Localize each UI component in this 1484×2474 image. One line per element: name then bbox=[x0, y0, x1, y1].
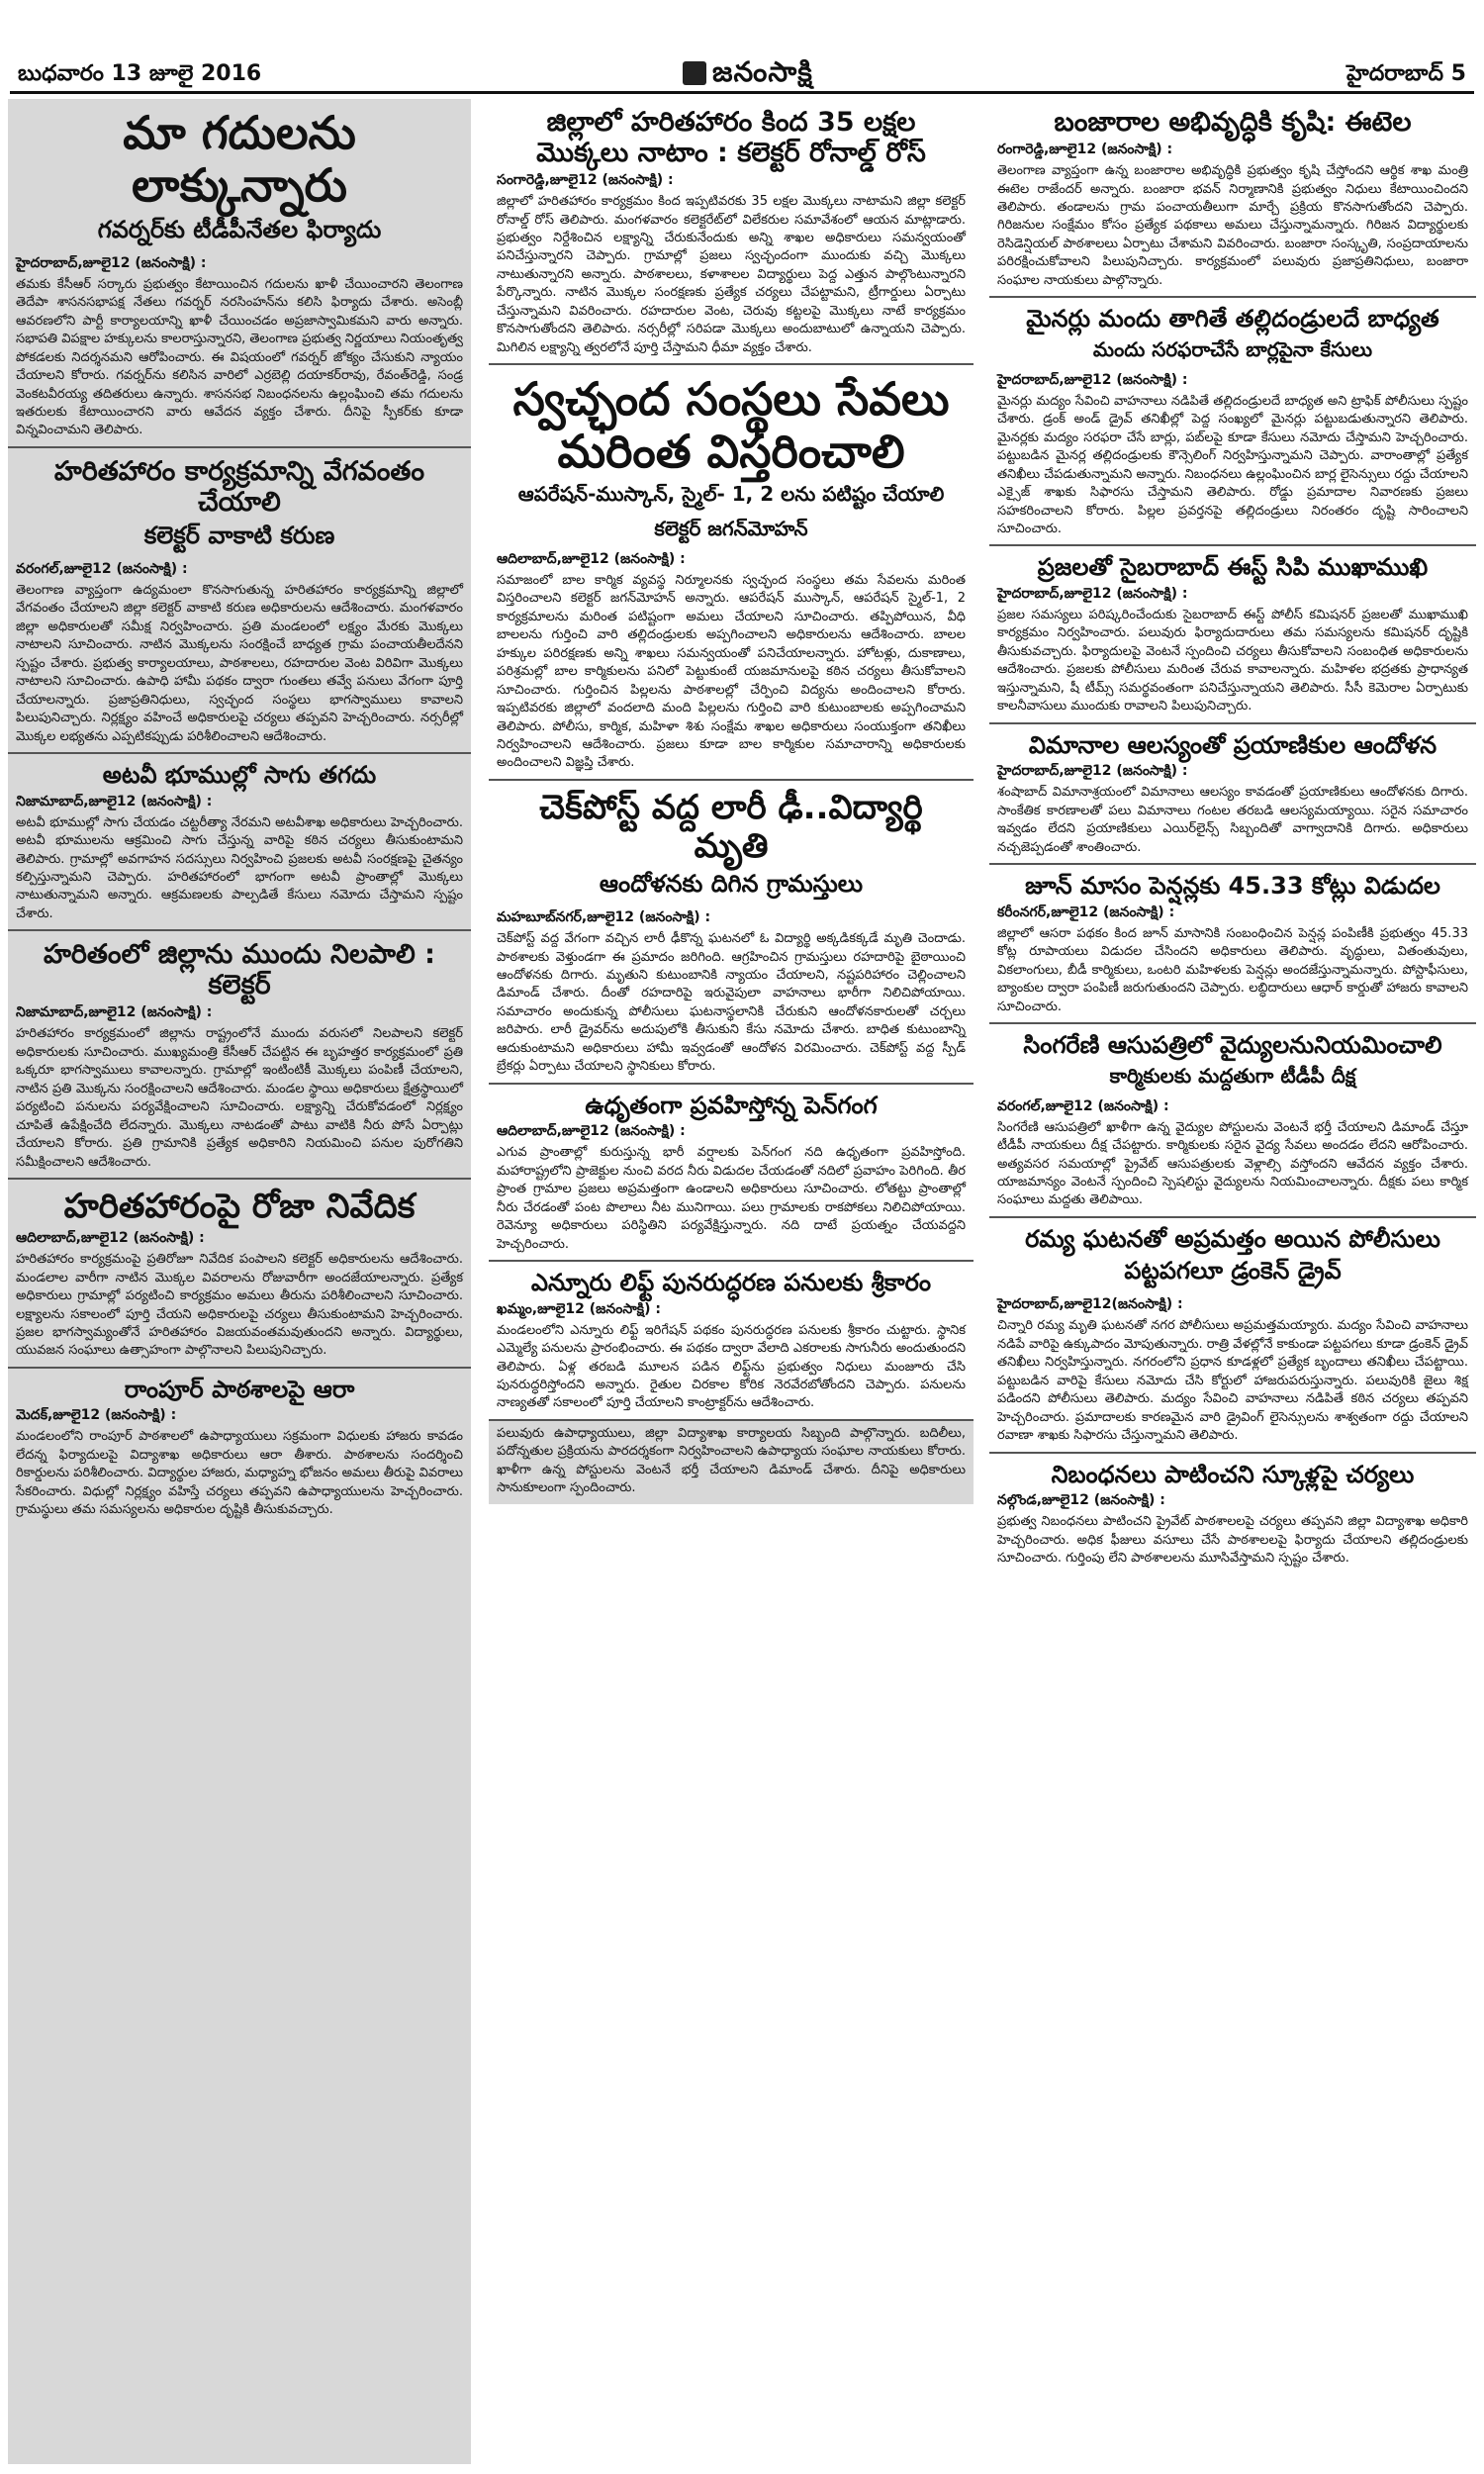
subheadline: ఆపరేషన్-ముస్కాన్, స్మైల్- 1, 2 లను పటిష్టం చేయాలి bbox=[517, 481, 945, 506]
headline: స్వచ్ఛంద సంస్థలు సేవలు మరింత విస్తరించాలి bbox=[512, 372, 950, 479]
story-gadulu bbox=[8, 99, 471, 448]
headline: ఎన్నూరు లిఫ్ట్ పునరుద్ధరణ పనులకు శ్రీకారం bbox=[530, 1269, 932, 1297]
story-checkpost-lorry bbox=[489, 781, 974, 1085]
headline: నిబంధనలు పాటించని స్కూళ్లపై చర్యలు bbox=[1051, 1460, 1415, 1488]
page-location: హైదరాబాద్ 5 bbox=[1346, 61, 1466, 86]
story-body: అటవీ భూముల్లో సాగు చేయడం చట్టరీత్యా నేరమని అటవీశాఖ అధికారులు హెచ్చరించారు. అటవీ భూములను ఆక్రమించి సాగు చేస్తున్న వారిపై కఠిన చర్యలు తీసుకుంటామని తెలిపారు. గ్రామాల్లో అవగాహన సదస్సులు నిర్వహించి ప్రజలకు అటవీ సంరక్షణపై చైతన్యం కల్పిస్తున్నామని చెప్పారు. హరితహారంలో భాగంగా అటవీ ప్రాంతాల్లో మొక్కలు నాటుతున్నామని అన్నారు. ఆక్రమణలకు పాల్పడితే కేసులు నమోదు చేస్తామని స్పష్టం చేశారు. bbox=[16, 814, 463, 921]
column-left bbox=[8, 99, 471, 2464]
story-ramya bbox=[989, 1218, 1476, 1454]
story-body: తమకు కేసీఆర్ సర్కారు ప్రభుత్వం కేటాయించిన గదులను ఖాళీ చేయించారని తెలంగాణ తెదేపా శాసనసభాపక్ష నేతలు గవర్నర్ నరసింహన్‌ను కలిసి ఫిర్యాదు చేశారు. అసెంబ్లీ ఆవరణలోని పార్టీ కార్యాలయాన్ని ఖాళీ చేయించడం అప్రజాస్వామికమని వారు అన్నారు. సభాపతి విపక్షాల హక్కులను కాలరాస్తున్నారని, తెలంగాణ ప్రభుత్వ నిర్ణయాలు నియంతృత్వ పోకడలకు నిదర్శనమని ఆరోపించారు. ఈ విషయంలో గవర్నర్ జోక్యం చేసుకుని న్యాయం చేయాలని కోరారు. గవర్నర్‌ను కలిసిన వారిలో ఎర్రబెల్లి దయాకర్‌రావు, రేవంత్‌రెడ్డి, సండ్ర వెంకటవీరయ్య తదితరులు ఉన్నారు. శాసనసభ నిబంధనలను ఉల్లంఘించి తమ గదులను ఇతరులకు కేటాయించారని వారు ఆవేదన వ్యక్తం చేశారు. దీనిపై స్పీకర్‌కు కూడా విన్నవించామని తెలిపారు. bbox=[16, 276, 463, 438]
story-body: మండలంలోని ఎన్నూరు లిఫ్ట్ ఇరిగేషన్ పథకం పునరుద్ధరణ పనులకు శ్రీకారం చుట్టారు. స్థానిక ఎమ్మెల్యే పనులను ప్రారంభించారు. ఈ పథకం ద్వారా వేలాది ఎకరాలకు సాగునీరు అందుతుందని తెలిపారు. ఏళ్ల తరబడి మూలన పడిన లిఫ్ట్‌ను ప్రభుత్వం నిధులు మంజూరు చేసి పునరుద్ధరిస్తోందని అన్నారు. రైతుల చిరకాల కోరిక నెరవేరబోతోందని చెప్పారు. పనులను నాణ్యతతో సకాలంలో పూర్తి చేయాలని కాంట్రాక్టర్‌ను ఆదేశించారు. bbox=[497, 1322, 966, 1411]
story-35-lakh-mokkalu bbox=[489, 99, 974, 365]
dateline: నల్గొండ,జూలై12 (జనంసాక్షి) : bbox=[997, 1492, 1165, 1509]
dateline: ఆదిలాబాద్,జూలై12 (జనంసాక్షి) : bbox=[497, 550, 686, 567]
story-body: మండలంలోని రాంపూర్ పాఠశాలలో ఉపాధ్యాయులు సక్రమంగా విధులకు హాజరు కావడం లేదన్న ఫిర్యాదులపై విద్యాశాఖ అధికారులు ఆరా తీశారు. పాఠశాలను సందర్శించి రికార్డులను పరిశీలించారు. విద్యార్థుల హాజరు, మధ్యాహ్న భోజనం అమలు తీరుపై వివరాలు సేకరించారు. విధుల్లో నిర్లక్ష్యం వహిస్తే చర్యలు తప్పవని ఉపాధ్యాయులను హెచ్చరించారు. గ్రామస్థులు తమ సమస్యలను అధికారుల దృష్టికి తీసుకువచ్చారు. bbox=[16, 1429, 463, 1518]
story-atavi-bhumulu bbox=[8, 754, 471, 931]
subheadline: ఆందోళనకు దిగిన గ్రామస్తులు bbox=[599, 870, 864, 899]
subheadline: గవర్నర్‌కు టీడీపీనేతల ఫిర్యాదు bbox=[97, 215, 382, 243]
story-body: చెక్‌పోస్ట్ వద్ద వేగంగా వచ్చిన లారీ ఢీకొన్న ఘటనలో ఓ విద్యార్థి అక్కడికక్కడే మృతి చెందాడు. పాఠశాలకు వెళ్తుండగా ఈ ప్రమాదం జరిగింది. ఆగ్రహించిన గ్రామస్తులు రహదారిపై బైఠాయించి ఆందోళనకు దిగారు. మృతుని కుటుంబానికి న్యాయం చేయాలని, నష్టపరిహారం చెల్లించాలని డిమాండ్ చేశారు. దీంతో రహదారిపై ఇరువైపులా వాహనాలు భారీగా నిలిచిపోయాయి. సమాచారం అందుకున్న పోలీసులు ఘటనాస్థలానికి చేరుకుని ఆందోళనకారులతో చర్చలు జరిపారు. లారీ డ్రైవర్‌ను అదుపులోకి తీసుకుని కేసు నమోదు చేశారు. బాధిత కుటుంబాన్ని ఆదుకుంటామని అధికారులు హామీ ఇవ్వడంతో ఆందోళన విరమించారు. చెక్‌పోస్ట్ వద్ద స్పీడ్ బ్రేకర్లు ఏర్పాటు చేయాలని స్థానికులు కోరారు. bbox=[497, 931, 966, 1075]
story-body: ప్రజల సమస్యలు పరిష్కరించేందుకు సైబరాబాద్ ఈస్ట్ పోలీస్ కమిషనర్ ప్రజలతో ముఖాముఖి కార్యక్రమం నిర్వహించారు. పలువురు ఫిర్యాదుదారులు తమ సమస్యలను కమిషనర్ దృష్టికి తీసుకువచ్చారు. ఫిర్యాదులపై వెంటనే స్పందించి చర్యలు తీసుకోవాలని సంబంధిత అధికారులను ఆదేశించారు. ప్రజలకు పోలీసులు మరింత చేరువ కావాలన్నారు. మహిళల భద్రతకు ప్రాధాన్యత ఇస్తున్నామని, షీ టీమ్స్ సమర్థవంతంగా పనిచేస్తున్నాయని తెలిపారు. సీసీ కెమెరాల ఏర్పాటుకు కాలనీవాసులు ముందుకు రావాలని పిలుపునిచ్చారు. bbox=[997, 608, 1468, 714]
dateline: హైదరాబాద్,జూలై12 (జనంసాక్షి) : bbox=[16, 254, 207, 271]
headline: రాంపూర్ పాఠశాలపై ఆరా bbox=[124, 1375, 355, 1403]
headline: హరితహారం కార్యక్రమాన్ని వేగవంతం చేయాలి bbox=[53, 455, 425, 518]
subheadline: కార్మికులకు మద్దతుగా టీడీపీ దీక్ష bbox=[1109, 1063, 1356, 1088]
headline: ఉధృతంగా ప్రవహిస్తోన్న పెన్‌గంగ bbox=[585, 1091, 878, 1119]
headline: హరితహారంపై రోజా నివేదిక bbox=[63, 1187, 416, 1227]
dateline: వరంగల్,జూలై12 (జనంసాక్షి) : bbox=[16, 560, 188, 577]
subheadline: కలెక్టర్ వాకాటి కరుణ bbox=[143, 521, 335, 549]
story-singareni bbox=[989, 1024, 1476, 1218]
logo-icon bbox=[683, 61, 706, 85]
dateline: సంగారెడ్డి,జూలై12 (జనంసాక్షి) : bbox=[497, 172, 674, 189]
story-pengang bbox=[489, 1085, 974, 1262]
column-right bbox=[989, 99, 1476, 2464]
issue-date: బుధవారం 13 జూలై 2016 bbox=[18, 61, 262, 86]
column-middle bbox=[489, 99, 974, 2464]
dateline: ఆదిలాబాద్,జూలై12 (జనంసాక్షి) : bbox=[16, 1230, 205, 1247]
paper-name: జనంసాక్షి bbox=[712, 55, 813, 88]
masthead-rule bbox=[10, 91, 1474, 94]
story-pensions bbox=[989, 865, 1476, 1024]
story-roja-nivedika bbox=[8, 1180, 471, 1369]
paper-logo bbox=[683, 55, 813, 95]
dateline: రంగారెడ్డి,జూలై12 (జనంసాక్షి) : bbox=[997, 142, 1173, 158]
masthead bbox=[0, 0, 1484, 91]
story-schools-rules bbox=[989, 1454, 1476, 1574]
headline: జిల్లాలో హరితహారం కింద 35 లక్షల మొక్కలు నాటాం : కలెక్టర్ రోనాల్డ్ రోస్ bbox=[536, 107, 926, 169]
dateline: ఖమ్మం,జూలై12 (జనంసాక్షి) : bbox=[497, 1300, 661, 1317]
dateline: మెదక్,జూలై12 (జనంసాక్షి) : bbox=[16, 1407, 177, 1424]
story-body: శంషాబాద్ విమానాశ్రయంలో విమానాలు ఆలస్యం కావడంతో ప్రయాణికులు ఆందోళనకు దిగారు. సాంకేతిక కారణాలతో పలు విమానాలు గంటల తరబడి ఆలస్యమయ్యాయి. సరైన సమాచారం ఇవ్వడం లేదని ప్రయాణికులు ఎయిర్‌లైన్స్ సిబ్బందితో వాగ్వాదానికి దిగారు. అధికారులు నచ్చజెప్పడంతో శాంతించారు. bbox=[997, 785, 1468, 855]
headline: జూన్ మాసం పెన్షన్లకు 45.33 కోట్లు విడుదల bbox=[1025, 872, 1440, 901]
subheadline: మందు సరఫరాచేసే బార్లపైనా కేసులు bbox=[1092, 336, 1373, 361]
dateline: ఆదిలాబాద్,జూలై12 (జనంసాక్షి) : bbox=[497, 1123, 686, 1140]
dateline: హైదరాబాద్,జూలై12(జనంసాక్షి) : bbox=[997, 1296, 1183, 1313]
story-banjara bbox=[989, 99, 1476, 298]
headline: విమానాల ఆలస్యంతో ప్రయాణికుల ఆందోళన bbox=[1028, 730, 1438, 759]
story-flights-delay bbox=[989, 724, 1476, 865]
headline: అటవీ భూముల్లో సాగు తగదు bbox=[102, 761, 377, 790]
headline: మా గదులను లాక్కున్నారు bbox=[123, 106, 356, 212]
headline: రమ్య ఘటనతో అప్రమత్తం అయిన పోలీసులు bbox=[1025, 1224, 1440, 1253]
story-body: ప్రభుత్వ నిబంధనలు పాటించని ప్రైవేట్ పాఠశాలలపై చర్యలు తప్పవని జిల్లా విద్యాశాఖ అధికారి హెచ్చరించారు. అధిక ఫీజులు వసూలు చేసే పాఠశాలలపై ఫిర్యాదు చేయాలని తల్లిదండ్రులకు సూచించారు. గుర్తింపు లేని పాఠశాలలను మూసివేస్తామని స్పష్టం చేశారు. bbox=[997, 1514, 1468, 1567]
story-body: ఎగువ ప్రాంతాల్లో కురుస్తున్న భారీ వర్షాలకు పెన్‌గంగ నది ఉధృతంగా ప్రవహిస్తోంది. మహారాష్ట్రలోని ప్రాజెక్టుల నుంచి వరద నీరు విడుదల చేయడంతో నదిలో ప్రవాహం పెరిగింది. తీర ప్రాంత గ్రామాల ప్రజలు అప్రమత్తంగా ఉండాలని అధికారులు సూచించారు. లోతట్టు ప్రాంతాల్లో నీరు చేరడంతో పంట పొలాలు నీట మునిగాయి. పలు గ్రామాలకు రాకపోకలు నిలిచిపోయాయి. రెవెన్యూ అధికారులు పరిస్థితిని పర్యవేక్షిస్తున్నారు. నది దాటే ప్రయత్నం చేయవద్దని హెచ్చరించారు. bbox=[497, 1145, 966, 1252]
story-rampur-school bbox=[8, 1369, 471, 1526]
story-continuation bbox=[489, 1421, 974, 1504]
story-body: జిల్లాలో ఆసరా పథకం కింద జూన్ మాసానికి సంబంధించిన పెన్షన్ల పంపిణీకి ప్రభుత్వం 45.33 కోట్ల రూపాయలు విడుదల చేసిందని అధికారులు తెలిపారు. వృద్ధులు, వితంతువులు, వికలాంగులు, బీడీ కార్మికులు, ఒంటరి మహిళలకు పెన్షన్లు అందజేస్తున్నామన్నారు. పోస్టాఫీసులు, బ్యాంకుల ద్వారా పంపిణీ జరుగుతుందని చెప్పారు. లబ్ధిదారులు ఆధార్ కార్డుతో హాజరు కావాలని సూచించారు. bbox=[997, 925, 1468, 1014]
story-body: జిల్లాలో హరితహారం కార్యక్రమం కింద ఇప్పటివరకు 35 లక్షల మొక్కలు నాటామని జిల్లా కలెక్టర్ రోనాల్డ్ రోస్ తెలిపారు. మంగళవారం కలెక్టరేట్‌లో విలేకరుల సమావేశంలో ఆయన మాట్లాడారు. ప్రభుత్వం నిర్దేశించిన లక్ష్యాన్ని చేరుకునేందుకు అన్ని శాఖల అధికారులు సమన్వయంతో పనిచేస్తున్నారని చెప్పారు. గ్రామాల్లో ప్రజలు స్వచ్ఛందంగా ముందుకు వచ్చి మొక్కలు నాటుతున్నారని అన్నారు. పాఠశాలలు, కళాశాలల విద్యార్థులు పెద్ద ఎత్తున పాల్గొంటున్నారని పేర్కొన్నారు. నాటిన మొక్కల సంరక్షణకు ప్రత్యేక చర్యలు చేపట్టామని, ట్రీగార్డులు ఏర్పాటు చేస్తున్నామని వివరించారు. రహదారుల వెంట, చెరువు కట్టలపై మొక్కలు నాటే కార్యక్రమం కొనసాగుతోందని తెలిపారు. నర్సరీల్లో సరిపడా మొక్కలు అందుబాటులో ఉన్నాయని చెప్పారు. మిగిలిన లక్ష్యాన్ని త్వరలోనే పూర్తి చేస్తామని ధీమా వ్యక్తం చేశారు. bbox=[497, 194, 966, 355]
headline: హరితంలో జిల్లాను ముందు నిలపాలి : కలెక్టర్ bbox=[44, 939, 435, 1001]
story-ennuru-lift bbox=[489, 1262, 974, 1421]
story-body: సమాజంలో బాల కార్మిక వ్యవస్థ నిర్మూలనకు స్వచ్ఛంద సంస్థలు తమ సేవలను మరింత విస్తరించాలని కలెక్టర్ జగన్‌మోహన్ అన్నారు. ఆపరేషన్ ముస్కాన్, ఆపరేషన్ స్మైల్-1, 2 కార్యక్రమాలను మరింత పటిష్టంగా అమలు చేయాలని సూచించారు. తప్పిపోయిన, వీధి బాలలను గుర్తించి వారి తల్లిదండ్రులకు అప్పగించాలని అధికారులను ఆదేశించారు. బాలల హక్కుల పరిరక్షణకు అన్ని శాఖలు సమన్వయంతో పనిచేయాలన్నారు. హోటళ్లు, దుకాణాలు, పరిశ్రమల్లో బాల కార్మికులను పనిలో పెట్టుకుంటే యజమానులపై కఠిన చర్యలు తీసుకోవాలని సూచించారు. గుర్తించిన పిల్లలను పాఠశాలల్లో చేర్పించి విద్యను అందించాలని కోరారు. ఇప్పటివరకు జిల్లాలో వందలాది మంది పిల్లలను గుర్తించి వారి కుటుంబాలకు అప్పగించామని తెలిపారు. పోలీసు, కార్మిక, మహిళా శిశు సంక్షేమ శాఖల అధికారులు సంయుక్తంగా తనిఖీలు నిర్వహించాలని ఆదేశించారు. ప్రజలు కూడా బాల కార్మికుల సమాచారాన్ని అధికారులకు అందించాలని విజ్ఞప్తి చేశారు. bbox=[497, 572, 966, 771]
headline: సింగరేణి ఆసుపత్రిలో వైద్యులనునియమించాలి bbox=[1023, 1031, 1442, 1060]
headline: బంజారాల అభివృద్ధికి కృషి: ఈటెల bbox=[1054, 107, 1412, 138]
dateline: మహబూబ్‌నగర్,జూలై12 (జనంసాక్షి) : bbox=[497, 909, 711, 926]
headline: ప్రజలతో సైబరాబాద్ ఈస్ట్ సిపి ముఖాముఖి bbox=[1037, 553, 1429, 582]
headline: చెక్‌పోస్ట్ వద్ద లారీ ఢీ..విద్యార్థి మృతి bbox=[539, 787, 923, 867]
subheadline-byline: కలెక్టర్ జగన్‌మోహన్ bbox=[654, 516, 808, 540]
story-body: తెలంగాణ వ్యాప్తంగా ఉన్న బంజారాల అభివృద్ధికి ప్రభుత్వం కృషి చేస్తోందని ఆర్థిక శాఖ మంత్రి ఈటెల రాజేందర్ అన్నారు. బంజారా భవన్ నిర్మాణానికి ప్రభుత్వం నిధులు కేటాయించిందని తెలిపారు. తండాలను గ్రామ పంచాయతీలుగా మార్చే ప్రక్రియ కొనసాగుతోందని చెప్పారు. గిరిజనుల సంక్షేమం కోసం ప్రత్యేక పథకాలు అమలు చేస్తున్నామన్నారు. గిరిజన విద్యార్థులకు రెసిడెన్షియల్ పాఠశాలలు ఏర్పాటు చేశామని వివరించారు. బంజారా సంస్కృతి, సంప్రదాయాలను పరిరక్షించుకోవాలని పిలుపునిచ్చారు. కార్యక్రమంలో పలువురు ప్రజాప్రతినిధులు, బంజారా సంఘాల నాయకులు పాల్గొన్నారు. bbox=[997, 163, 1468, 288]
story-swachchanda-samsthalu bbox=[489, 365, 974, 781]
story-haritaharam-vegavantham bbox=[8, 448, 471, 754]
headline: మైనర్లు మందు తాగితే తల్లిదండ్రులదే బాధ్యత bbox=[1026, 305, 1439, 333]
subheadline: పట్టపగలూ డ్రంకెన్ డ్రైవ్ bbox=[1124, 1257, 1342, 1285]
dateline: హైదరాబాద్,జూలై12 (జనంసాక్షి) : bbox=[997, 586, 1188, 603]
story-body: పలువురు ఉపాధ్యాయులు, జిల్లా విద్యాశాఖ కార్యాలయ సిబ్బంది పాల్గొన్నారు. బదిలీలు, పదోన్నతుల ప్రక్రియను పారదర్శకంగా నిర్వహించాలని ఉపాధ్యాయ సంఘాల నాయకులు కోరారు. ఖాళీగా ఉన్న పోస్టులను వెంటనే భర్తీ చేయాలని డిమాండ్ చేశారు. దీనిపై అధికారులు సానుకూలంగా స్పందించారు. bbox=[497, 1425, 966, 1496]
dateline: హైదరాబాద్,జూలై12 (జనంసాక్షి) : bbox=[997, 371, 1188, 388]
story-haritamlo-jilla bbox=[8, 931, 471, 1180]
story-body: చిన్నారి రమ్య మృతి ఘటనతో నగర పోలీసులు అప్రమత్తమయ్యారు. మద్యం సేవించి వాహనాలు నడిపే వారిపై ఉక్కుపాదం మోపుతున్నారు. రాత్రి వేళల్లోనే కాకుండా పట్టపగలు కూడా డ్రంకెన్ డ్రైవ్ తనిఖీలు నిర్వహిస్తున్నారు. నగరంలోని ప్రధాన కూడళ్లలో ప్రత్యేక బృందాలు తనిఖీలు చేపట్టాయి. పట్టుబడిన వారిపై కేసులు నమోదు చేసి కోర్టులో హాజరుపరుస్తున్నారు. పలువురికి జైలు శిక్ష పడిందని పోలీసులు తెలిపారు. మద్యం సేవించి వాహనాలు నడిపితే కఠిన చర్యలు తప్పవని హెచ్చరించారు. ప్రమాదాలకు కారణమైన వారి డ్రైవింగ్ లైసెన్సులను శాశ్వతంగా రద్దు చేయాలని రవాణా శాఖకు సిఫారసు చేస్తున్నామని తెలిపారు. bbox=[997, 1318, 1468, 1444]
story-body: తెలంగాణ వ్యాప్తంగా ఉద్యమంలా కొనసాగుతున్న హరితహారం కార్యక్రమాన్ని జిల్లాలో వేగవంతం చేయాలని జిల్లా కలెక్టర్ వాకాటి కరుణ అధికారులను ఆదేశించారు. మంగళవారం జిల్లా అధికారులతో సమీక్ష నిర్వహించారు. ప్రతి మండలంలో లక్ష్యం మేరకు మొక్కలు నాటాలని సూచించారు. నాటిన మొక్కలను సంరక్షించే బాధ్యత గ్రామ పంచాయతీలదేనని స్పష్టం చేశారు. ప్రభుత్వ కార్యాలయాలు, పాఠశాలలు, రహదారుల వెంట విరివిగా మొక్కలు నాటాలని సూచించారు. ఉపాధి హామీ పథకం ద్వారా గుంతలు తవ్వే పనులు వేగంగా పూర్తి చేయాలన్నారు. ప్రజాప్రతినిధులు, స్వచ్ఛంద సంస్థలు భాగస్వాములు కావాలని పిలుపునిచ్చారు. నిర్లక్ష్యం వహించే అధికారులపై చర్యలు తప్పవని హెచ్చరించారు. నర్సరీల్లో మొక్కల లభ్యతను ఎప్పటికప్పుడు పరిశీలించాలని ఆదేశించారు. bbox=[16, 582, 463, 744]
story-body: మైనర్లు మద్యం సేవించి వాహనాలు నడిపితే తల్లిదండ్రులదే బాధ్యత అని ట్రాఫిక్ పోలీసులు స్పష్టం చేశారు. డ్రంక్ అండ్ డ్రైవ్ తనిఖీల్లో పెద్ద సంఖ్యలో మైనర్లు పట్టుబడుతున్నారని తెలిపారు. మైనర్లకు మద్యం సరఫరా చేసే బార్లు, పబ్‌లపై కూడా కేసులు నమోదు చేస్తామని హెచ్చరించారు. పట్టుబడిన మైనర్ల తల్లిదండ్రులకు కౌన్సెలింగ్ నిర్వహిస్తున్నామని చెప్పారు. వారాంతాల్లో ప్రత్యేక తనిఖీలు చేపడుతున్నామని అన్నారు. నిబంధనలు ఉల్లంఘించిన బార్ల లైసెన్సులు రద్దు చేయాలని ఎక్సైజ్ శాఖకు సిఫారసు చేస్తామని తెలిపారు. రోడ్డు ప్రమాదాల నివారణకు ప్రజలు సహకరించాలని కోరారు. పిల్లల ప్రవర్తనపై తల్లిదండ్రులు నిరంతరం దృష్టి సారించాలని సూచించారు. bbox=[997, 393, 1468, 536]
story-body: సింగరేణి ఆసుపత్రిలో ఖాళీగా ఉన్న వైద్యుల పోస్టులను వెంటనే భర్తీ చేయాలని డిమాండ్ చేస్తూ టీడీపీ నాయకులు దీక్ష చేపట్టారు. కార్మికులకు సరైన వైద్య సేవలు అందడం లేదని ఆరోపించారు. అత్యవసర సమయాల్లో ప్రైవేట్ ఆసుపత్రులకు వెళ్లాల్సి వస్తోందని ఆవేదన వ్యక్తం చేశారు. యాజమాన్యం వెంటనే స్పందించి స్పెషలిస్టు వైద్యులను నియమించాలన్నారు. దీక్షకు పలు కార్మిక సంఘాలు మద్దతు తెలిపాయి. bbox=[997, 1119, 1468, 1208]
dateline: హైదరాబాద్,జూలై12 (జనంసాక్షి) : bbox=[997, 763, 1188, 780]
dateline: నిజామాబాద్,జూలై12 (జనంసాక్షి) : bbox=[16, 1004, 213, 1021]
dateline: కరీంనగర్,జూలై12 (జనంసాక్షి) : bbox=[997, 904, 1175, 920]
story-body: హరితహారం కార్యక్రమంపై ప్రతిరోజూ నివేదిక పంపాలని కలెక్టర్ అధికారులను ఆదేశించారు. మండలాల వారీగా నాటిన మొక్కల వివరాలను రోజువారీగా అందజేయాలన్నారు. ప్రత్యేక అధికారులు గ్రామాల్లో పర్యటించి కార్యక్రమం అమలు తీరును పరిశీలించాలని సూచించారు. లక్ష్యాలను సకాలంలో పూర్తి చేయని అధికారులపై చర్యలు తీసుకుంటామని హెచ్చరించారు. ప్రజల భాగస్వామ్యంతోనే హరితహారం విజయవంతమవుతుందని అన్నారు. విద్యార్థులు, యువజన సంఘాలు ఉత్సాహంగా పాల్గొనాలని పిలుపునిచ్చారు. bbox=[16, 1252, 463, 1359]
dateline: వరంగల్,జూలై12 (జనంసాక్షి) : bbox=[997, 1097, 1169, 1114]
story-body: హరితహారం కార్యక్రమంలో జిల్లాను రాష్ట్రంలోనే ముందు వరుసలో నిలపాలని కలెక్టర్ అధికారులకు సూచించారు. ముఖ్యమంత్రి కేసీఆర్ చేపట్టిన ఈ బృహత్తర కార్యక్రమంలో ప్రతి ఒక్కరూ భాగస్వాములు కావాలన్నారు. గ్రామాల్లో ఇంటింటికీ మొక్కలు పంపిణీ చేయాలని, నాటిన ప్రతి మొక్కను సంరక్షించాలని ఆదేశించారు. మండల స్థాయి అధికారులు క్షేత్రస్థాయిలో పర్యటించి పనులను పర్యవేక్షించాలని సూచించారు. లక్ష్యాన్ని చేరుకోవడంలో నిర్లక్ష్యం చూపితే ఉపేక్షించేది లేదన్నారు. మొక్కలు నాటడంతో పాటు వాటికి నీరు పోసే ఏర్పాట్లు చేయాలని కోరారు. ప్రతి గ్రామానికి ప్రత్యేక అధికారిని నియమించి పనుల పురోగతిని సమీక్షించాలని ఆదేశించారు. bbox=[16, 1026, 463, 1170]
dateline: నిజామాబాద్,జూలై12 (జనంసాక్షి) : bbox=[16, 793, 213, 809]
story-minors-drinking bbox=[989, 298, 1476, 546]
story-cyberabad-cp bbox=[989, 546, 1476, 723]
